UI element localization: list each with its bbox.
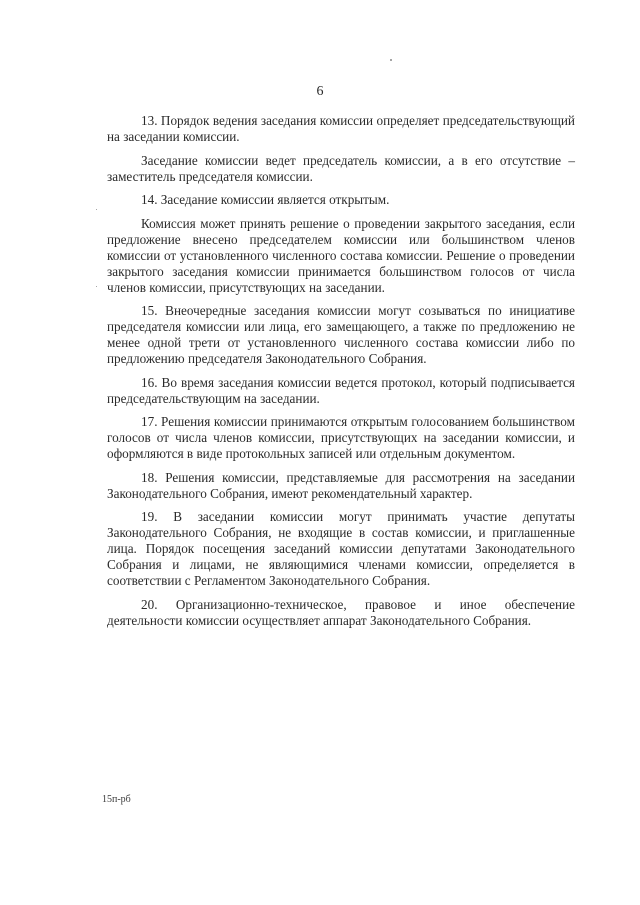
page-number: 6 bbox=[316, 84, 324, 99]
paragraph-19: 19. В заседании комиссии могут принимать участие депутаты Законодательного Собрания, не входящие в состав комиссии, и приглашенные лица. Порядок посещения заседаний комиссии депутатами Законодательного Собрания и лицами, не являющимися членами комиссии, определяется в соответствии с Регламентом Законодательного Собрания. bbox=[107, 509, 575, 588]
document-body bbox=[107, 113, 575, 636]
paragraph-13: 13. Порядок ведения заседания комиссии определяет председательствующий на заседании комиссии. bbox=[107, 113, 575, 144]
paragraph-13-continued: Заседание комиссии ведет председатель комиссии, а в его отсутствие – заместитель председателя комиссии. bbox=[107, 152, 575, 184]
paragraph-16: 16. Во время заседания комиссии ведется протокол, который подписывается председательствующим на заседании. bbox=[107, 374, 575, 406]
paragraph-14-continued: Комиссия может принять решение о проведении закрытого заседания, если предложение внесено председателем комиссии или большинством членов комиссии от установленного численного состава комиссии. Решение о проведении закрытого заседания комиссии принимается большинством голосов от числа членов комиссии, присутствующих на заседании. bbox=[107, 215, 575, 295]
paragraph-15: 15. Внеочередные заседания комиссии могут созываться по инициативе председателя комиссии или лица, его замещающего, а также по предложению не менее одной трети от установленного численного состава комиссии либо по предложению председателя Законодательного Собрания. bbox=[107, 303, 575, 366]
scan-speck bbox=[96, 286, 97, 287]
scan-speck bbox=[390, 59, 392, 61]
paragraph-20: 20. Организационно-техническое, правовое и иное обеспечение деятельности комиссии осуществляет аппарат Законодательного Собрания. bbox=[107, 596, 575, 628]
paragraph-14: 14. Заседание комиссии является открытым. bbox=[141, 192, 390, 207]
paragraph-18: 18. Решения комиссии, представляемые для рассмотрения на заседании Законодательного Собрания, имеют рекомендательный характер. bbox=[107, 469, 575, 501]
footer-document-code: 15п-рб bbox=[102, 794, 131, 805]
paragraph-17: 17. Решения комиссии принимаются открытым голосованием большинством голосов от числа членов комиссии, присутствующих на заседании комиссии, и оформляются в виде протокольных записей или отдельным документом. bbox=[107, 414, 575, 461]
scan-speck bbox=[96, 209, 97, 210]
